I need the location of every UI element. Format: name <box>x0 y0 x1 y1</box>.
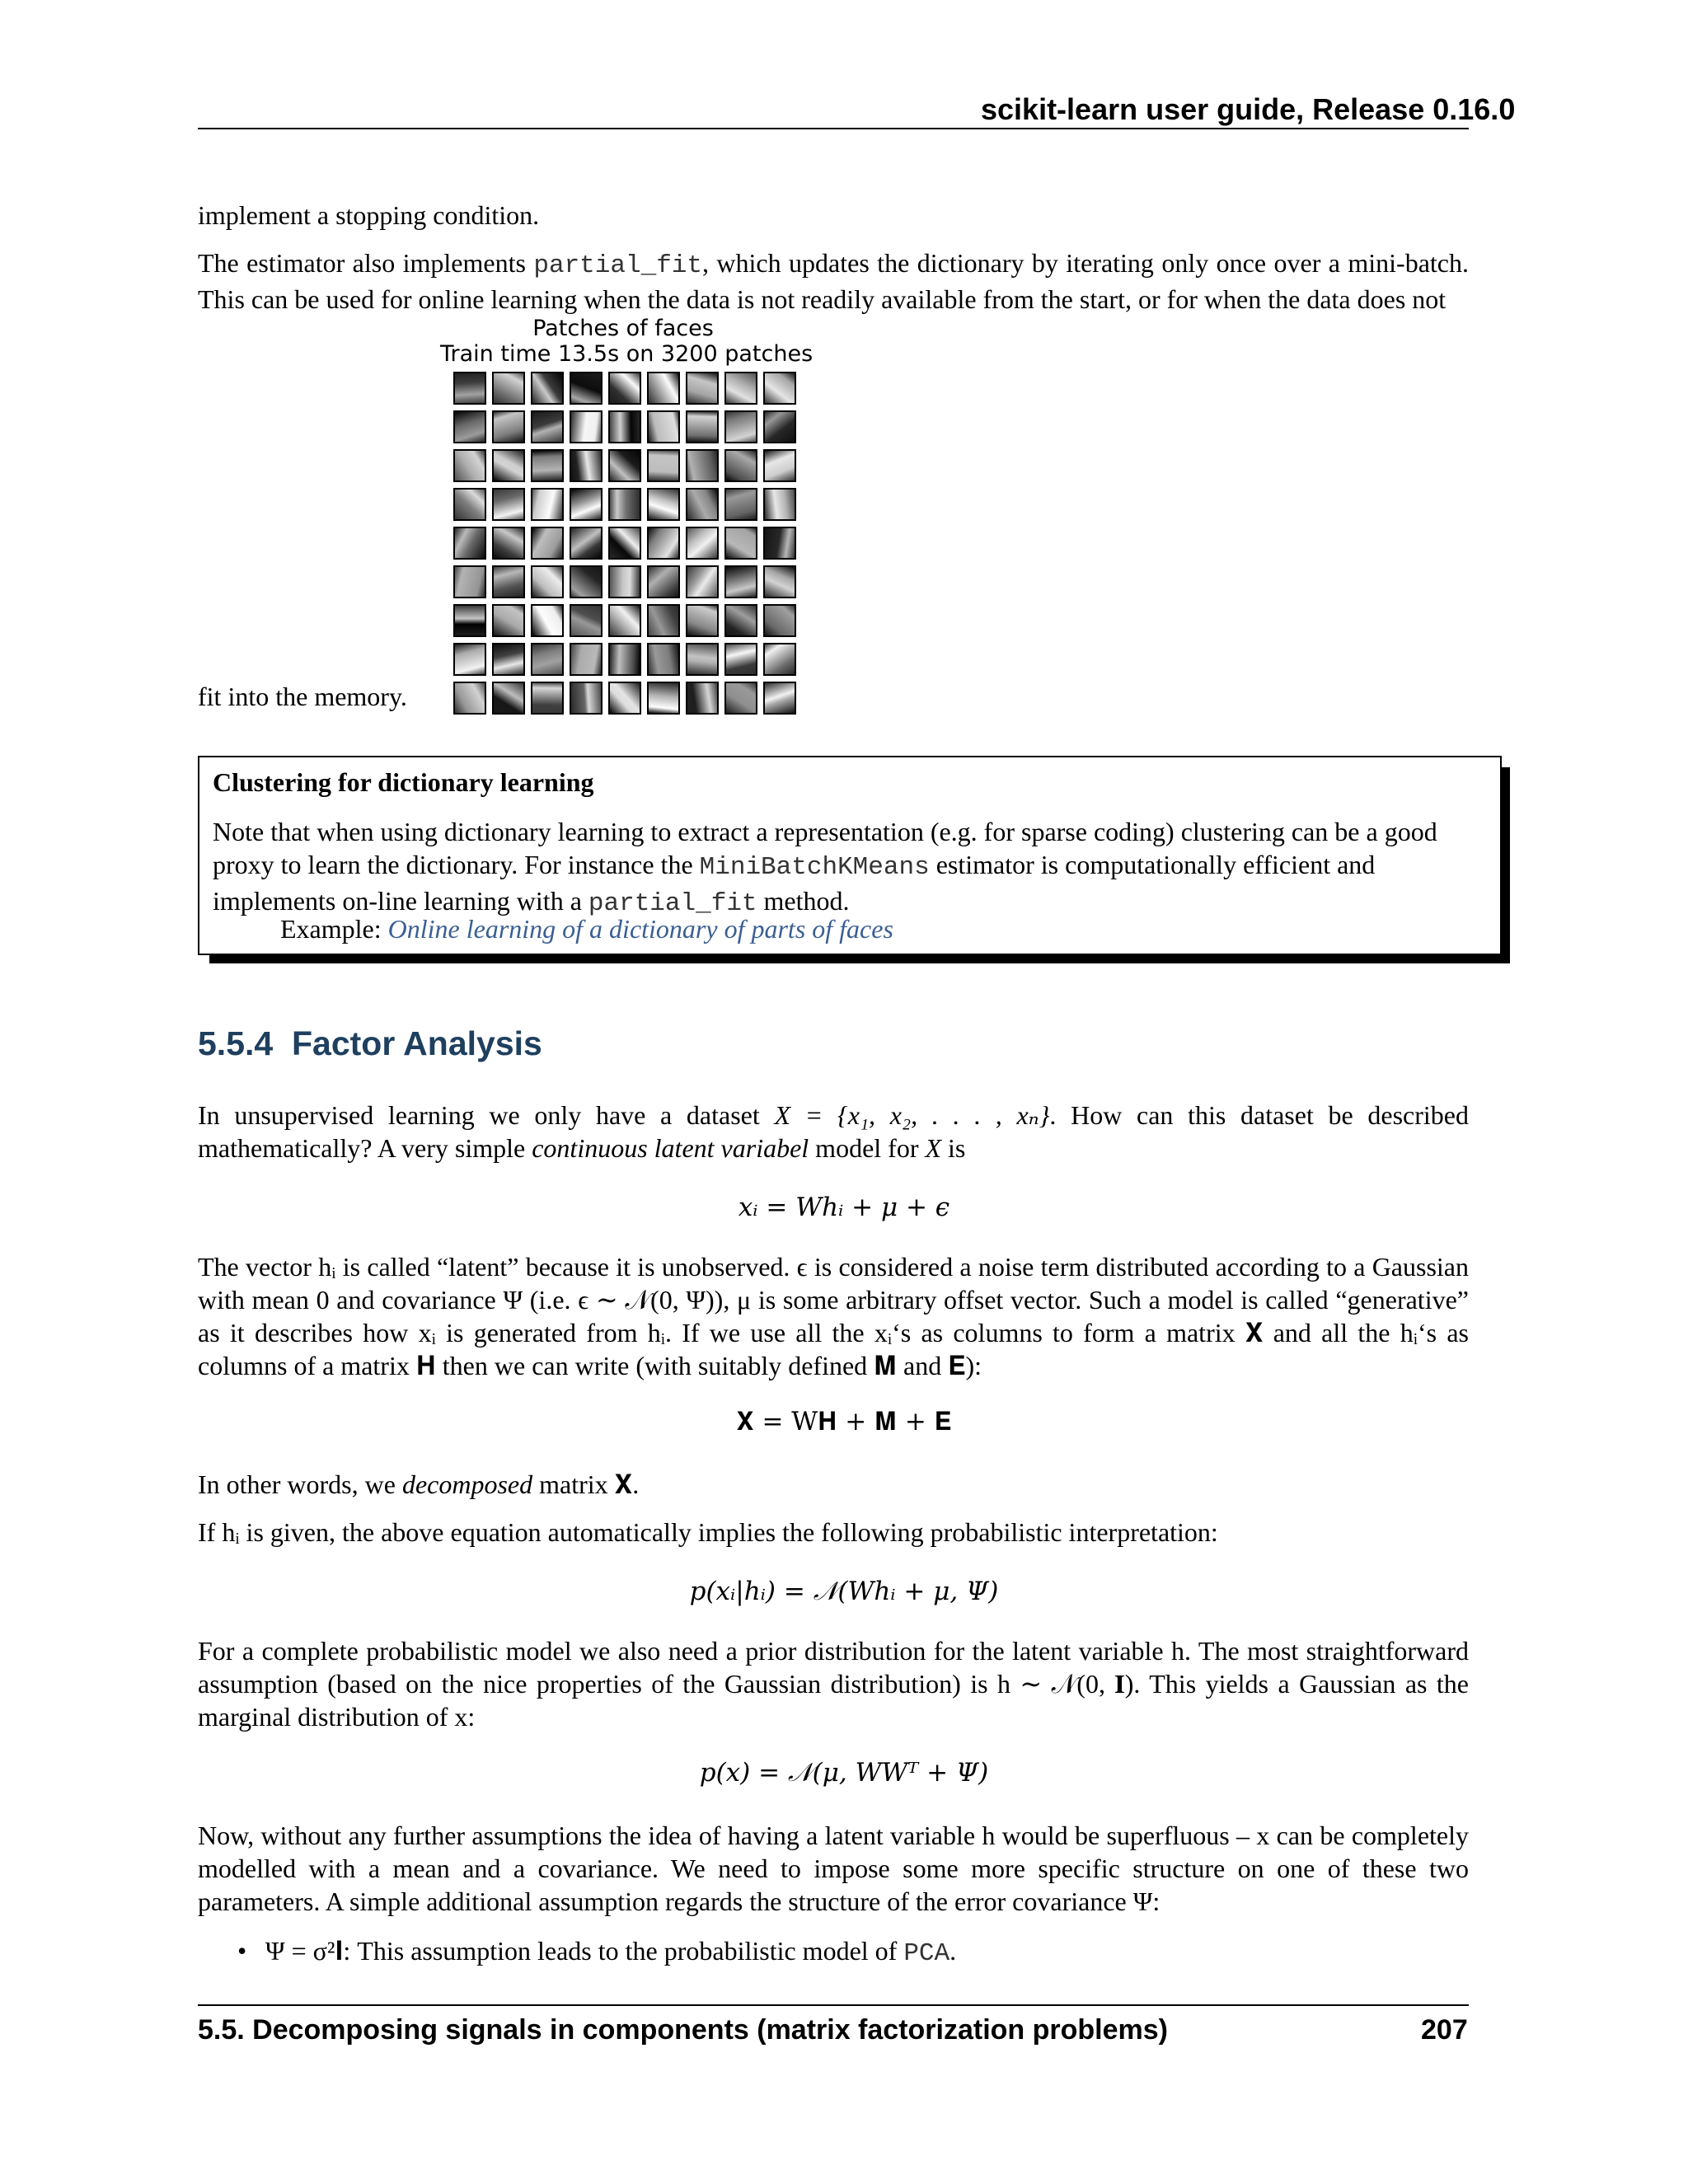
bullet-glyph: • <box>237 1936 247 1966</box>
partial-fit-code: partial_fit <box>533 251 703 280</box>
dictionary-atom-patch <box>492 410 525 443</box>
dictionary-atom-patch <box>686 449 719 482</box>
dictionary-atom-patch <box>531 682 564 715</box>
dictionary-atom-patch <box>763 372 796 405</box>
paragraph-2: The vector hᵢ is called “latent” because it is unobserved. ϵ is considered a noise term distributed according to a Gaussian with mean 0 and covariance Ψ (i.e. ϵ ∼ 𝒩(0, Ψ)), μ is some arbitrary offset vector. Such a model is called “generative” as it describes how xᵢ is generated from hᵢ. If we use all the xᵢ‘s as columns to form a matrix 𝐗 and all the hᵢ‘s as columns of a matrix 𝐇 then we can write (with suitably defined 𝐌 and 𝐄): <box>198 1252 1469 1380</box>
dictionary-atom-patch <box>608 565 641 598</box>
dictionary-atom-patch <box>724 643 757 676</box>
dictionary-atom-patch <box>608 604 641 637</box>
figure-title-line1: Patches of faces <box>532 316 714 341</box>
dictionary-atom-patch <box>763 410 796 443</box>
section-number: 5.5.4 <box>198 1024 274 1062</box>
dictionary-atom-patch <box>647 449 680 482</box>
dictionary-atom-patch <box>453 410 486 443</box>
dictionary-atom-patch <box>647 604 680 637</box>
dictionary-atom-patch <box>492 643 525 676</box>
dictionary-atom-patch <box>453 604 486 637</box>
bullet-item-pca <box>237 1934 956 1971</box>
dictionary-atom-patch <box>724 449 757 482</box>
p3-text-a: In other words, we <box>198 1469 402 1499</box>
intro-text-b: , which updates the dictionary by iterating only once over a mini-batch. This can be used for online learning when the data is not readily available from the start, or for when the data does not <box>198 248 1470 314</box>
p1-text-a: In unsupervised learning we only have a dataset <box>198 1100 775 1130</box>
dictionary-atom-patch <box>647 527 680 560</box>
running-header-title: scikit-learn user guide, Release 0.16.0 <box>981 92 1516 126</box>
dictionary-atom-patch <box>453 488 486 521</box>
dictionary-atom-patch <box>608 488 641 521</box>
paragraph-4: If hᵢ is given, the above equation automatically implies the following probabilistic interpretation: <box>198 1517 1218 1547</box>
bullet-text-b: . <box>950 1936 957 1966</box>
dictionary-atom-patch <box>570 410 603 443</box>
dictionary-atom-patch <box>531 604 564 637</box>
figure-title-line2: Train time 13.5s on 3200 patches <box>440 341 814 367</box>
dictionary-atom-patch <box>492 604 525 637</box>
dictionary-atom-patch <box>531 527 564 560</box>
paragraph-5: For a complete probabilistic model we also need a prior distribution for the latent variable h. The most straightforward assumption (based on the nice properties of the Gaussian distribution) is h ∼ 𝒩(0, 𝐈). This yields a Gaussian as the marginal distribution of x: <box>198 1636 1469 1732</box>
minibatchkmeans-code: MiniBatchKMeans <box>699 853 930 882</box>
dictionary-atom-patch <box>763 488 796 521</box>
dictionary-atom-patch <box>608 449 641 482</box>
intro-continuation: fit into the memory. <box>198 682 407 711</box>
dictionary-atom-patch <box>570 449 603 482</box>
dictionary-atom-patch <box>531 449 564 482</box>
example-link[interactable]: Online learning of a dictionary of parts of faces <box>387 914 893 944</box>
dictionary-atom-patch <box>608 527 641 560</box>
p1-math: X = {x₁, x₂, . . . , xₙ} <box>774 1100 1050 1130</box>
dictionary-atom-patch <box>570 565 603 598</box>
note-text-a: Note that when using dictionary learning to extract a representation (e.g. for sparse coding) clustering can be a good proxy to learn the dictionary. For instance the <box>213 817 1437 879</box>
dictionary-atom-patch <box>647 565 680 598</box>
equation-matrix: 𝐗 = W𝐇 + 𝐌 + 𝐄 <box>736 1407 952 1436</box>
dictionary-atom-patch <box>724 565 757 598</box>
dictionary-atom-patch <box>492 527 525 560</box>
dictionary-atom-patch <box>608 410 641 443</box>
dictionary-atom-patch <box>763 682 796 715</box>
dictionary-atom-patch <box>724 527 757 560</box>
dictionary-atom-patch <box>531 643 564 676</box>
intro-line: implement a stopping condition. <box>198 200 540 230</box>
dictionary-atom-patch <box>647 372 680 405</box>
p1-text-c: model for <box>809 1133 926 1163</box>
dictionary-atom-patch <box>724 410 757 443</box>
p1-x: X <box>925 1133 942 1163</box>
dictionary-atom-patch <box>453 682 486 715</box>
p3-emphasis: decomposed <box>401 1469 533 1499</box>
dictionary-atom-patch <box>453 449 486 482</box>
dictionary-atom-patch <box>492 565 525 598</box>
bullet-text-a: Ψ = σ²𝐈: This assumption leads to the probabilistic model of <box>265 1936 904 1966</box>
dictionary-atom-patch <box>763 643 796 676</box>
footer-rule <box>198 2004 1469 2006</box>
dictionary-atom-patch <box>647 410 680 443</box>
intro-paragraph <box>198 246 1469 316</box>
dictionary-atom-patch <box>763 527 796 560</box>
note-box <box>198 756 1502 955</box>
dictionary-atom-patch <box>453 527 486 560</box>
dictionary-atom-patch <box>570 604 603 637</box>
dictionary-atom-patch <box>531 410 564 443</box>
section-title: Factor Analysis <box>292 1024 542 1062</box>
note-text-b: estimator is computationally efficient and implements on-line learning with a <box>213 850 1376 916</box>
paragraph-3 <box>198 1468 639 1501</box>
dictionary-atom-patch <box>647 682 680 715</box>
paragraph-6: Now, without any further assumptions the idea of having a latent variable h would be superfluous – x can be completely modelled with a mean and a covariance. We need to impose some more specific structure on one of these two parameters. A simple additional assumption regards the structure of the error covariance Ψ: <box>198 1821 1469 1916</box>
p1-text-d: is <box>941 1133 966 1163</box>
p1-emphasis: continuous latent variabel <box>532 1133 809 1163</box>
dictionary-atom-patch <box>647 643 680 676</box>
header-rule <box>198 128 1469 129</box>
dictionary-atom-patch <box>492 488 525 521</box>
dictionary-atom-patch <box>492 449 525 482</box>
dictionary-atom-patch <box>453 565 486 598</box>
p1-text-b: . How can this dataset be described mathematically? A very simple <box>198 1100 1470 1163</box>
dictionary-atom-patch <box>686 565 719 598</box>
example-label: Example: <box>280 914 388 944</box>
equation-latent-model: xᵢ = Whᵢ + μ + ϵ <box>738 1193 950 1222</box>
dictionary-atom-patch <box>686 604 719 637</box>
dictionary-atom-patch <box>453 372 486 405</box>
dictionary-atom-patch <box>724 604 757 637</box>
note-box-text <box>213 815 1457 921</box>
section-heading <box>198 1024 542 1063</box>
dictionary-atom-patch <box>608 643 641 676</box>
dictionary-atom-patch <box>724 682 757 715</box>
dictionary-atom-patch <box>686 643 719 676</box>
dictionary-atom-patch <box>763 565 796 598</box>
footer-page-number: 207 <box>1421 2014 1468 2046</box>
dictionary-atom-patch <box>608 682 641 715</box>
dictionary-atom-patch <box>608 372 641 405</box>
p3-text-b: matrix 𝐗. <box>532 1469 640 1499</box>
note-box-title: Clustering for dictionary learning <box>213 767 594 797</box>
dictionary-atom-patch <box>531 565 564 598</box>
dictionary-atom-patch <box>570 527 603 560</box>
partial-fit-code-2: partial_fit <box>588 889 757 918</box>
dictionary-atom-patch <box>686 488 719 521</box>
note-text-c: method. <box>757 886 850 916</box>
dictionary-atom-patch <box>686 682 719 715</box>
dictionary-atom-patch <box>686 372 719 405</box>
equation-marginal: p(x) = 𝒩(μ, WWᵀ + Ψ) <box>699 1758 989 1788</box>
dictionary-atom-patch <box>570 372 603 405</box>
example-line <box>280 912 893 945</box>
pca-code: PCA <box>903 1939 950 1968</box>
dictionary-atom-patch <box>570 643 603 676</box>
paragraph-1 <box>198 1099 1469 1165</box>
equation-conditional: p(xᵢ|hᵢ) = 𝒩(Whᵢ + μ, Ψ) <box>689 1577 999 1606</box>
dictionary-atom-patch <box>570 488 603 521</box>
footer-section-title: 5.5. Decomposing signals in components (matrix factorization problems) <box>198 2014 1168 2046</box>
dictionary-atom-patch <box>724 488 757 521</box>
dictionary-atom-patch <box>763 449 796 482</box>
dictionary-atom-patch <box>531 488 564 521</box>
dictionary-patch-grid <box>453 372 796 715</box>
intro-text-a: The estimator also implements <box>198 248 534 278</box>
dictionary-atom-patch <box>492 682 525 715</box>
dictionary-atom-patch <box>531 372 564 405</box>
dictionary-atom-patch <box>686 410 719 443</box>
dictionary-atom-patch <box>686 527 719 560</box>
dictionary-atom-patch <box>724 372 757 405</box>
dictionary-atom-patch <box>647 488 680 521</box>
dictionary-atom-patch <box>492 372 525 405</box>
dictionary-atom-patch <box>453 643 486 676</box>
dictionary-atom-patch <box>570 682 603 715</box>
dictionary-atom-patch <box>763 604 796 637</box>
